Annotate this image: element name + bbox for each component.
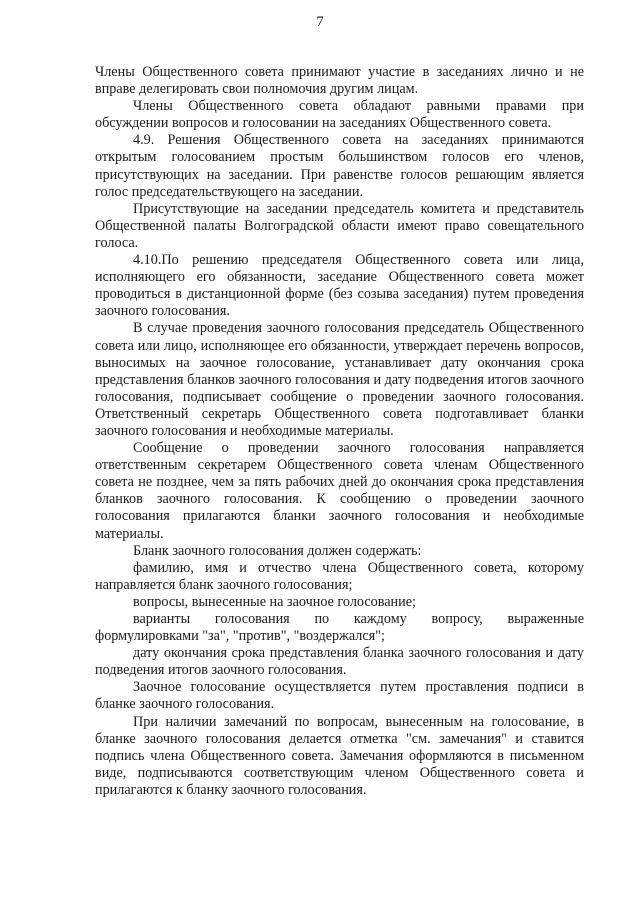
- paragraph: В случае проведения заочного голосования председатель Общественного совета или лицо, исполняющее его обязанности, утверждает перечень вопросов, выносимых на заочное голосование, устанавливает дату окончания срока представления бланков заочного голосования и дату подведения итогов заочного голосования, подписывает сообщение о проведении заочного голосования. Ответственный секретарь Общественного совета подготавливает бланки заочного голосования и необходимые материалы.: [95, 320, 584, 439]
- paragraph: Члены Общественного совета принимают участие в заседаниях лично и не вправе делегировать свои полномочия другим лицам.: [95, 64, 584, 98]
- paragraph: вопросы, вынесенные на заочное голосование;: [133, 593, 416, 610]
- paragraph: фамилию, имя и отчество члена Общественного совета, которому направляется бланк заочного голосования;: [95, 559, 584, 593]
- page-number: 7: [316, 14, 324, 30]
- paragraph: Члены Общественного совета обладают равными правами при обсуждении вопросов и голосовании на заседаниях Общественного совета.: [95, 98, 584, 132]
- paragraph: Сообщение о проведении заочного голосования направляется ответственным секретарем Общественного совета членам Общественного совета не позднее, чем за пять рабочих дней до окончания срока представления бланков заочного голосования. К сообщению о проведении заочного голосования прилагаются бланки заочного голосования и необходимые материалы.: [95, 440, 584, 542]
- paragraph: Бланк заочного голосования должен содержать:: [133, 542, 422, 559]
- document-body: [95, 64, 584, 799]
- paragraph: При наличии замечаний по вопросам, вынесенным на голосование, в бланке заочного голосования делается отметка "см. замечания" и ставится подпись члена Общественного совета. Замечания оформляются в письменном виде, подписываются соответствующим членом Общественного совета и прилагаются к бланку заочного голосования.: [95, 713, 584, 798]
- paragraph: 4.9. Решения Общественного совета на заседаниях принимаются открытым голосованием простым большинством голосов его членов, присутствующих на заседании. При равенстве голосов решающим является голос председательствующего на заседании.: [95, 132, 584, 200]
- paragraph: варианты голосования по каждому вопросу, выраженные формулировками "за", "против", "воздержался";: [95, 611, 584, 645]
- paragraph: 4.10.По решению председателя Общественного совета или лица, исполняющего его обязанности, заседание Общественного совета может проводиться в дистанционной форме (без созыва заседания) путем проведения заочного голосования.: [95, 252, 584, 320]
- paragraph: Заочное голосование осуществляется путем проставления подписи в бланке заочного голосования.: [95, 679, 584, 713]
- paragraph: Присутствующие на заседании председатель комитета и представитель Общественной палаты Волгоградской области имеют право совещательного голоса.: [95, 200, 584, 251]
- paragraph: дату окончания срока представления бланка заочного голосования и дату подведения итогов заочного голосования.: [95, 645, 584, 679]
